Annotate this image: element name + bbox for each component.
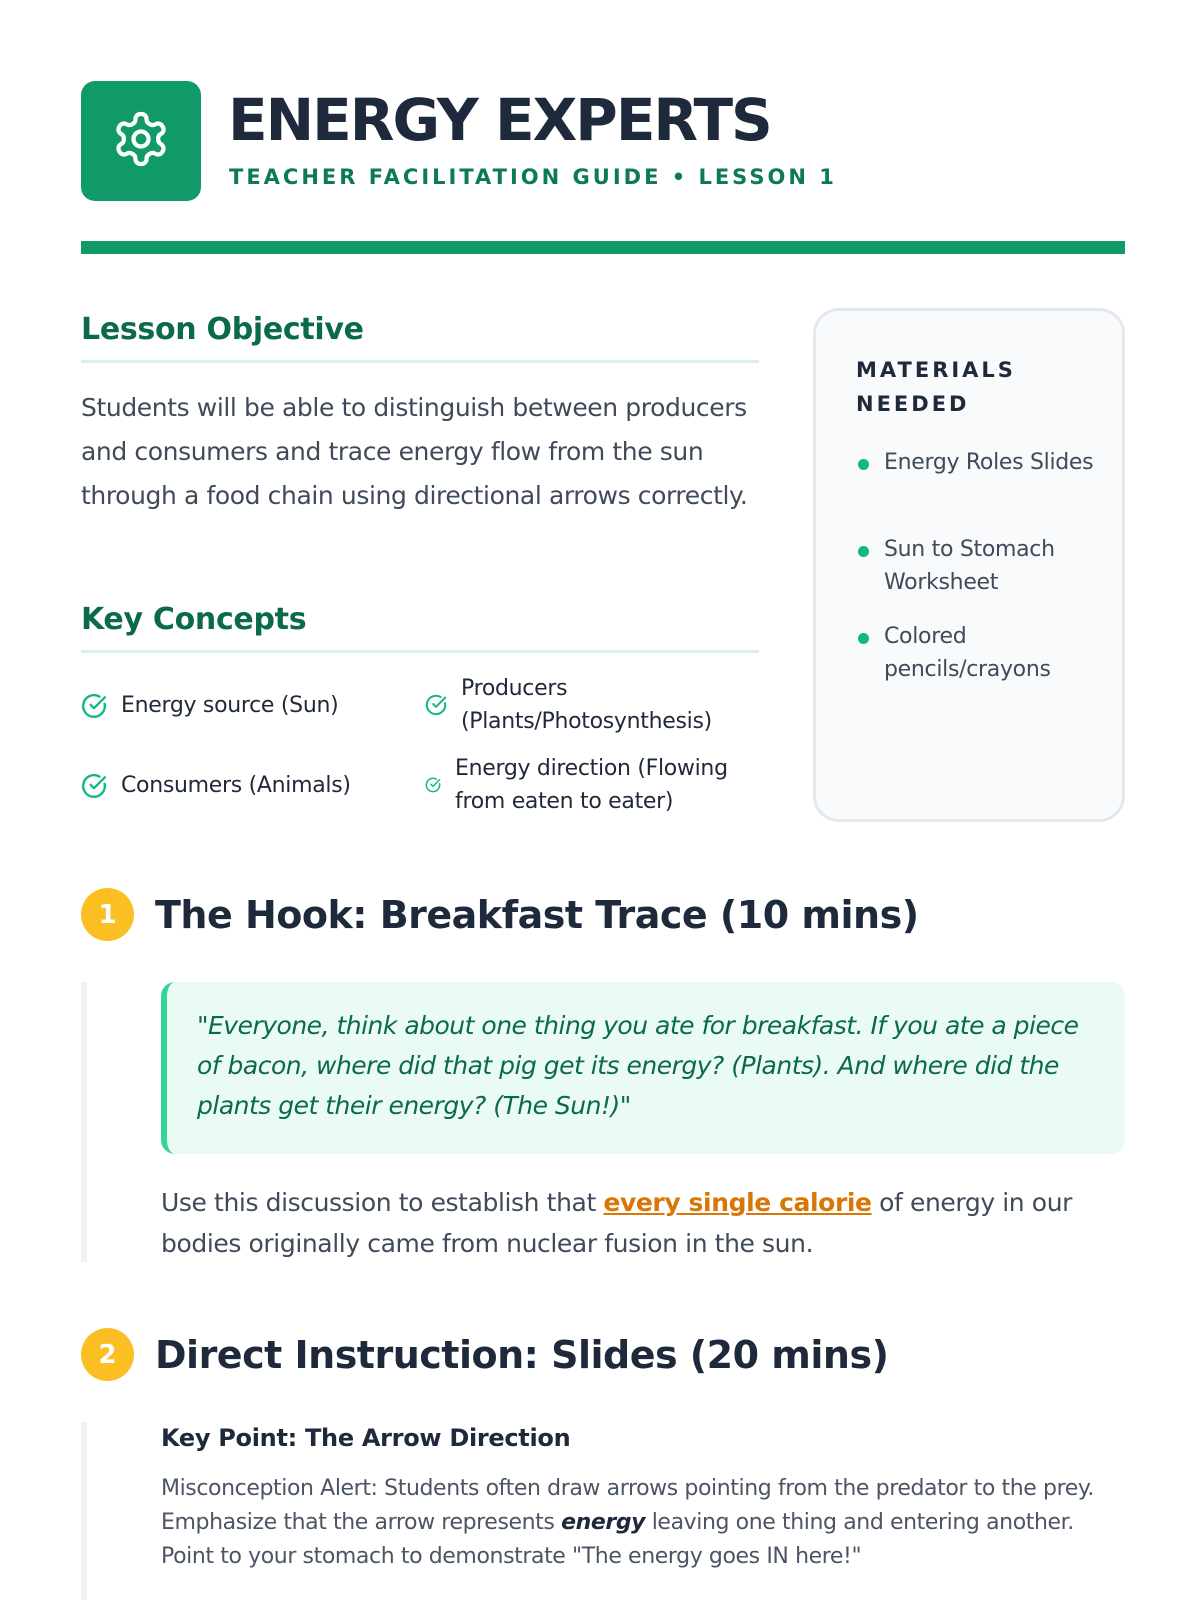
check-circle-icon [81,773,107,799]
page-header [81,81,1125,251]
key-point-text [161,1472,1121,1574]
material-item [856,620,1106,686]
key-point-after: leaving one thing and entering another. Point to your stomach to demonstrate "The energy goes IN here!" [161,1510,1074,1569]
page-subtitle: TEACHER FACILITATION GUIDE • LESSON 1 [229,165,837,189]
objective-heading: Lesson Objective [81,312,364,347]
material-item [856,533,1106,599]
concept-item [81,689,401,722]
hook-highlight: every single calorie [603,1188,872,1217]
objective-divider [81,360,759,363]
step-2-rail [81,1422,87,1600]
hook-body-text [161,1182,1121,1264]
gear-icon [111,109,171,173]
key-concepts-heading: Key Concepts [81,602,307,637]
key-point-title: Key Point: The Arrow Direction [161,1424,571,1452]
concept-label: Energy source (Sun) [121,693,339,718]
header-divider [81,241,1125,254]
concept-label: Consumers (Animals) [121,773,351,798]
key-concepts-divider [81,650,759,653]
material-item [856,446,1106,479]
teacher-script-quote: "Everyone, think about one thing you ate for breakfast. If you ate a piece of bacon, where did that pig get its energy? (Plants). And where did the plants get their energy? (The Sun!)" [161,982,1125,1154]
concept-item [81,769,401,802]
concept-item [425,752,755,818]
hook-body-after: of energy in our bodies originally came from nuclear fusion in the sun. [161,1188,1073,1258]
step-1-rail [81,982,87,1262]
step-1-header [81,888,919,941]
check-circle-icon [425,694,447,716]
bullet-dot-icon [858,633,869,644]
hook-body-before: Use this discussion to establish that [161,1188,604,1217]
concept-label: Energy direction (Flowing from eaten to eater) [455,756,728,814]
step-number-badge: 1 [81,888,134,941]
step-2-header [81,1328,888,1381]
step-title: Direct Instruction: Slides (20 mins) [155,1332,889,1377]
concept-item [425,672,755,738]
concept-label: Producers (Plants/Photosynthesis) [461,676,712,734]
logo-tile [81,81,201,201]
key-point-before: Misconception Alert: Students often draw arrows pointing from the predator to the prey. Emphasize that the arrow represents [161,1476,1094,1535]
objective-text: Students will be able to distinguish between producers and consumers and trace energy flow from the sun through a food chain using directional arrows correctly. [81,393,748,510]
bullet-dot-icon [858,459,869,470]
check-circle-icon [425,777,441,793]
page-title: ENERGY EXPERTS [228,86,771,154]
step-number-badge: 2 [81,1328,134,1381]
key-point-emphasis: energy [561,1510,646,1535]
material-label: Energy Roles Slides [884,450,1094,475]
material-label: Sun to Stomach Worksheet [884,537,1055,595]
materials-title: MATERIALS NEEDED [856,358,1016,416]
bullet-dot-icon [858,546,869,557]
check-circle-icon [81,693,107,719]
material-label: Colored pencils/crayons [884,624,1051,682]
materials-card [813,308,1125,822]
step-title: The Hook: Breakfast Trace (10 mins) [155,892,919,937]
key-concepts-grid [81,672,761,832]
